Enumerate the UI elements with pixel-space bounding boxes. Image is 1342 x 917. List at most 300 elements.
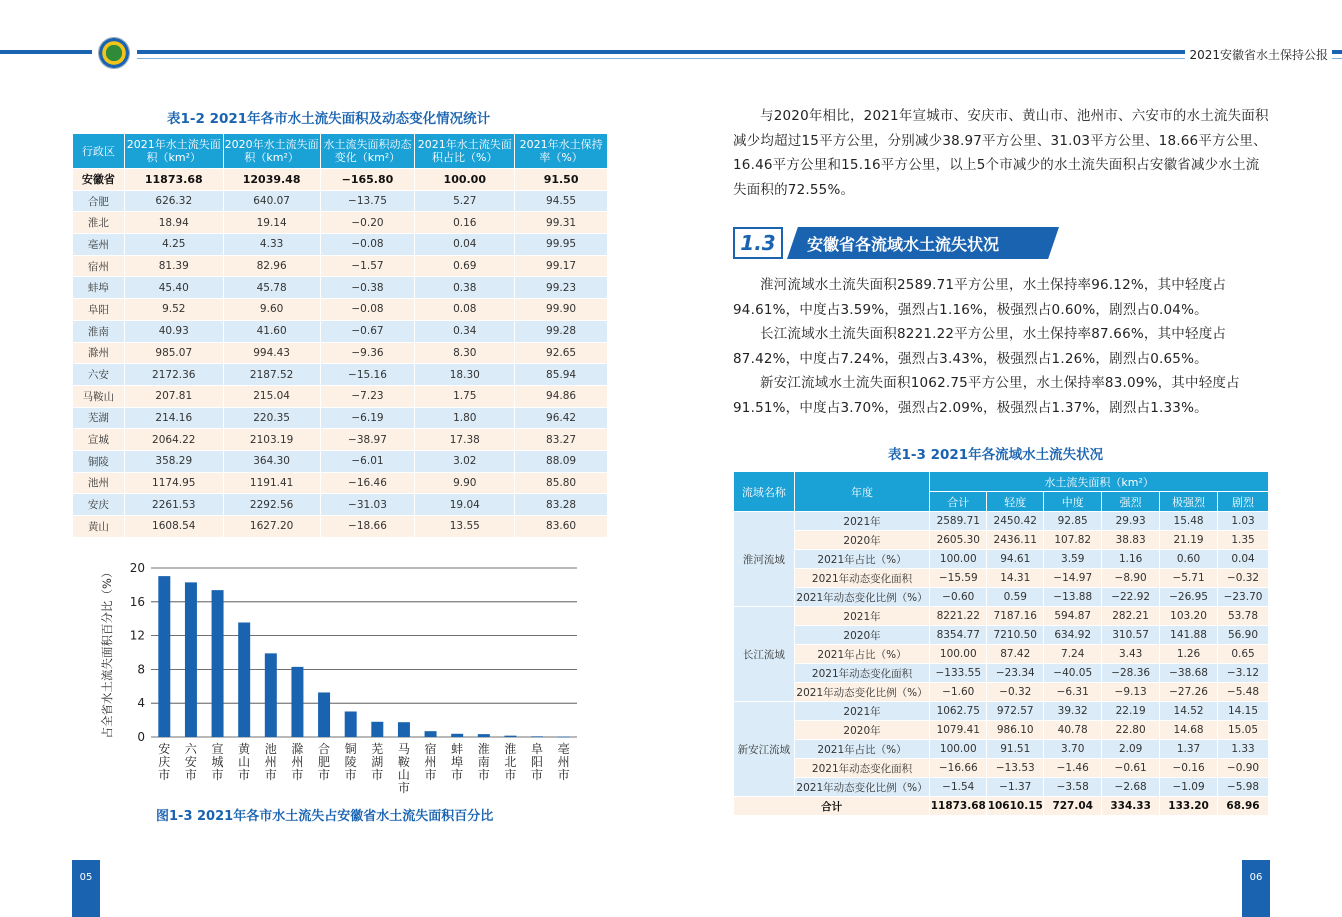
table-cell: 2021年动态变化比例（%） bbox=[794, 588, 930, 607]
table-row bbox=[73, 299, 608, 321]
table-subheader: 强烈 bbox=[1102, 492, 1160, 512]
table-row bbox=[73, 190, 608, 212]
y-tick-label: 16 bbox=[129, 594, 145, 609]
table-cell: 40.78 bbox=[1044, 721, 1102, 740]
bar bbox=[558, 737, 570, 738]
table-cell: 19.04 bbox=[415, 494, 515, 516]
table-row bbox=[73, 472, 608, 494]
bar bbox=[158, 576, 170, 737]
table-cell: 45.40 bbox=[124, 277, 223, 299]
table-cell: 207.81 bbox=[124, 385, 223, 407]
x-tick-label: 淮南市 bbox=[477, 742, 490, 782]
table-cell: 99.17 bbox=[515, 255, 608, 277]
table-row bbox=[73, 234, 608, 256]
table-cell: −2.68 bbox=[1102, 778, 1160, 797]
table-cell: 0.38 bbox=[415, 277, 515, 299]
table-row bbox=[73, 342, 608, 364]
table-cell: 14.68 bbox=[1160, 721, 1218, 740]
table-cell: −5.98 bbox=[1218, 778, 1269, 797]
table-cell: 淮北 bbox=[73, 212, 125, 234]
bar bbox=[185, 582, 197, 737]
table-1-2 bbox=[72, 133, 608, 538]
table-cell: 0.16 bbox=[415, 212, 515, 234]
table-header: 流域名称 bbox=[734, 472, 795, 512]
table-header: 2021年水土保持率（%） bbox=[515, 134, 608, 169]
table-cell: 100.00 bbox=[415, 169, 515, 191]
table-row bbox=[734, 531, 1269, 550]
table-cell: −3.12 bbox=[1218, 664, 1269, 683]
table-cell: 11873.68 bbox=[124, 169, 223, 191]
table-cell: 1.26 bbox=[1160, 645, 1218, 664]
table-cell: 17.38 bbox=[415, 429, 515, 451]
table-row-total bbox=[73, 169, 608, 191]
bar bbox=[371, 722, 383, 737]
table-cell: 7210.50 bbox=[987, 626, 1044, 645]
table-cell: 宣城 bbox=[73, 429, 125, 451]
header-bar-right bbox=[137, 50, 1342, 54]
x-tick-label: 黄山市 bbox=[238, 742, 251, 782]
page-number-right: 06 bbox=[1242, 860, 1270, 917]
basin-name-cell: 新安江流域 bbox=[734, 702, 795, 797]
table-cell: 2021年动态变化面积 bbox=[794, 759, 930, 778]
table-cell: 94.86 bbox=[515, 385, 608, 407]
table-cell: −0.08 bbox=[320, 234, 415, 256]
table-cell: 107.82 bbox=[1044, 531, 1102, 550]
table-cell: 1608.54 bbox=[124, 516, 223, 538]
table-cell: −23.70 bbox=[1218, 588, 1269, 607]
table-cell: 2605.30 bbox=[930, 531, 987, 550]
table-cell: 100.00 bbox=[930, 740, 987, 759]
table-cell: 15.05 bbox=[1218, 721, 1269, 740]
table-row bbox=[73, 320, 608, 342]
table-cell: 马鞍山 bbox=[73, 385, 125, 407]
y-axis-label: 占全省水土流失面积百分比（%） bbox=[100, 566, 114, 739]
table-cell: 1174.95 bbox=[124, 472, 223, 494]
table-cell: −22.92 bbox=[1102, 588, 1160, 607]
table-1-2-body bbox=[73, 169, 608, 538]
table-row bbox=[734, 588, 1269, 607]
table-cell: −5.48 bbox=[1218, 683, 1269, 702]
table-cell: 13.55 bbox=[415, 516, 515, 538]
table-row bbox=[734, 512, 1269, 531]
table-cell: 83.60 bbox=[515, 516, 608, 538]
table-row bbox=[734, 626, 1269, 645]
table-row-total bbox=[734, 797, 1269, 816]
table-cell: 41.60 bbox=[223, 320, 320, 342]
table-cell: −38.97 bbox=[320, 429, 415, 451]
x-tick-label: 六安市 bbox=[184, 742, 197, 782]
table-cell: 3.02 bbox=[415, 450, 515, 472]
table-cell: 2021年占比（%） bbox=[794, 550, 930, 569]
x-tick-label: 淮北市 bbox=[504, 742, 517, 782]
basin-name-cell: 淮河流域 bbox=[734, 512, 795, 607]
table-cell: 85.80 bbox=[515, 472, 608, 494]
table-row bbox=[734, 607, 1269, 626]
section-number: 1.3 bbox=[733, 227, 783, 259]
table-header: 水土流失面积（km²） bbox=[930, 472, 1269, 492]
table-cell: 0.04 bbox=[1218, 550, 1269, 569]
table-row bbox=[73, 277, 608, 299]
table-cell: 8.30 bbox=[415, 342, 515, 364]
table-row bbox=[734, 721, 1269, 740]
table-row bbox=[73, 255, 608, 277]
table-cell: 六安 bbox=[73, 364, 125, 386]
table-cell: 29.93 bbox=[1102, 512, 1160, 531]
table-cell: 133.20 bbox=[1160, 797, 1218, 816]
table-row bbox=[734, 683, 1269, 702]
table-cell: −6.01 bbox=[320, 450, 415, 472]
soil-conservation-logo bbox=[98, 37, 130, 69]
table-cell: 18.30 bbox=[415, 364, 515, 386]
table-cell: 99.28 bbox=[515, 320, 608, 342]
table-cell: −6.31 bbox=[1044, 683, 1102, 702]
table-row bbox=[734, 550, 1269, 569]
table-cell: 986.10 bbox=[987, 721, 1044, 740]
table-cell: 安徽省 bbox=[73, 169, 125, 191]
table-cell: 141.88 bbox=[1160, 626, 1218, 645]
table-cell: 92.65 bbox=[515, 342, 608, 364]
table-cell: 9.60 bbox=[223, 299, 320, 321]
table-cell: −13.88 bbox=[1044, 588, 1102, 607]
table-cell: 21.19 bbox=[1160, 531, 1218, 550]
table-cell: −8.90 bbox=[1102, 569, 1160, 588]
table-row bbox=[73, 429, 608, 451]
table-row bbox=[734, 740, 1269, 759]
table-cell: 2021年占比（%） bbox=[794, 740, 930, 759]
table-cell: −0.90 bbox=[1218, 759, 1269, 778]
table-cell: 2436.11 bbox=[987, 531, 1044, 550]
table-cell: 0.08 bbox=[415, 299, 515, 321]
table-cell: 53.78 bbox=[1218, 607, 1269, 626]
table-cell: 滁州 bbox=[73, 342, 125, 364]
table-1-3-title: 表1-3 2021年各流域水土流失状况 bbox=[888, 447, 1104, 463]
table-cell: 10610.15 bbox=[987, 797, 1044, 816]
table-cell: 2103.19 bbox=[223, 429, 320, 451]
table-cell: 358.29 bbox=[124, 450, 223, 472]
table-cell: 68.96 bbox=[1218, 797, 1269, 816]
table-cell: −14.97 bbox=[1044, 569, 1102, 588]
table-cell: −0.32 bbox=[1218, 569, 1269, 588]
table-header: 2021年水土流失面积占比（%） bbox=[415, 134, 515, 169]
table-cell: 2020年 bbox=[794, 531, 930, 550]
table-cell: −7.23 bbox=[320, 385, 415, 407]
table-cell: 2589.71 bbox=[930, 512, 987, 531]
table-cell: 87.42 bbox=[987, 645, 1044, 664]
x-tick-label: 池州市 bbox=[264, 742, 277, 782]
table-row bbox=[734, 778, 1269, 797]
table-cell: 626.32 bbox=[124, 190, 223, 212]
paragraph-xinanjiang: 新安江流域水土流失面积1062.75平方公里，水土保持率83.09%，其中轻度占91.51%，中度占3.70%，强烈占2.09%，极强烈占1.37%，剧烈占1.33%。 bbox=[733, 375, 1240, 416]
table-cell: 11873.68 bbox=[930, 797, 987, 816]
figure-1-3-title: 图1-3 2021年各市水土流失占安徽省水土流失面积百分比 bbox=[156, 809, 494, 824]
table-cell: 15.48 bbox=[1160, 512, 1218, 531]
table-cell: 3.70 bbox=[1044, 740, 1102, 759]
table-cell: 0.69 bbox=[415, 255, 515, 277]
table-cell: −1.46 bbox=[1044, 759, 1102, 778]
table-subheader: 极强烈 bbox=[1160, 492, 1218, 512]
table-cell: 2450.42 bbox=[987, 512, 1044, 531]
table-cell: 2064.22 bbox=[124, 429, 223, 451]
bar bbox=[398, 722, 410, 737]
x-tick-label: 蚌埠市 bbox=[451, 742, 464, 782]
table-row bbox=[734, 645, 1269, 664]
table-cell: 727.04 bbox=[1044, 797, 1102, 816]
table-cell: 1.33 bbox=[1218, 740, 1269, 759]
table-cell: 12039.48 bbox=[223, 169, 320, 191]
table-cell: 2021年 bbox=[794, 512, 930, 531]
table-cell: 94.55 bbox=[515, 190, 608, 212]
x-tick-label: 亳州市 bbox=[557, 742, 570, 782]
x-tick-label: 安庆市 bbox=[158, 742, 171, 782]
table-cell: 100.00 bbox=[930, 550, 987, 569]
table-cell: −1.60 bbox=[930, 683, 987, 702]
table-cell: 91.50 bbox=[515, 169, 608, 191]
table-cell: −165.80 bbox=[320, 169, 415, 191]
x-tick-label: 铜陵市 bbox=[344, 742, 357, 782]
table-header: 水土流失面积动态变化（km²） bbox=[320, 134, 415, 169]
table-cell: −9.13 bbox=[1102, 683, 1160, 702]
table-cell: 99.90 bbox=[515, 299, 608, 321]
table-cell: 9.90 bbox=[415, 472, 515, 494]
table-cell: −0.08 bbox=[320, 299, 415, 321]
table-cell: 634.92 bbox=[1044, 626, 1102, 645]
table-cell: 972.57 bbox=[987, 702, 1044, 721]
city-share-bar-chart bbox=[95, 556, 595, 806]
table-cell: −3.58 bbox=[1044, 778, 1102, 797]
table-cell: −16.66 bbox=[930, 759, 987, 778]
table-cell: 3.59 bbox=[1044, 550, 1102, 569]
table-cell: 7.24 bbox=[1044, 645, 1102, 664]
table-cell: 282.21 bbox=[1102, 607, 1160, 626]
table-row bbox=[734, 664, 1269, 683]
table-cell: 5.27 bbox=[415, 190, 515, 212]
x-tick-label: 宿州市 bbox=[424, 742, 437, 782]
table-row bbox=[73, 494, 608, 516]
table-cell: −0.67 bbox=[320, 320, 415, 342]
table-cell: 88.09 bbox=[515, 450, 608, 472]
table-cell: 4.33 bbox=[223, 234, 320, 256]
bar bbox=[291, 667, 303, 737]
table-cell: 2261.53 bbox=[124, 494, 223, 516]
bar bbox=[345, 711, 357, 737]
table-header: 2021年水土流失面积（km²） bbox=[124, 134, 223, 169]
table-cell: 215.04 bbox=[223, 385, 320, 407]
table-cell: 1.75 bbox=[415, 385, 515, 407]
table-cell: 82.96 bbox=[223, 255, 320, 277]
table-cell: −0.60 bbox=[930, 588, 987, 607]
table-cell: −1.37 bbox=[987, 778, 1044, 797]
table-cell: 220.35 bbox=[223, 407, 320, 429]
table-cell: 94.61 bbox=[987, 550, 1044, 569]
table-cell: 0.60 bbox=[1160, 550, 1218, 569]
table-row bbox=[734, 702, 1269, 721]
paragraph-changjiang: 长江流域水土流失面积8221.22平方公里，水土保持率87.66%，其中轻度占87.42%，中度占7.24%，强烈占3.43%，极强烈占1.26%，剧烈占0.65%。 bbox=[733, 326, 1227, 367]
table-cell: 8354.77 bbox=[930, 626, 987, 645]
x-tick-label: 芜湖市 bbox=[371, 742, 384, 782]
table-cell: 45.78 bbox=[223, 277, 320, 299]
table-cell: −0.38 bbox=[320, 277, 415, 299]
table-cell: 芜湖 bbox=[73, 407, 125, 429]
table-row bbox=[734, 759, 1269, 778]
table-cell: 19.14 bbox=[223, 212, 320, 234]
table-cell: −15.59 bbox=[930, 569, 987, 588]
section-title: 安徽省各流域水土流失状况 bbox=[807, 235, 1000, 254]
table-cell: 2021年动态变化比例（%） bbox=[794, 683, 930, 702]
table-cell: 2021年 bbox=[794, 607, 930, 626]
table-cell: 14.52 bbox=[1160, 702, 1218, 721]
header-bar-left bbox=[0, 50, 92, 54]
table-cell: 1.37 bbox=[1160, 740, 1218, 759]
table-cell: −28.36 bbox=[1102, 664, 1160, 683]
bar bbox=[478, 734, 490, 737]
table-cell: −13.53 bbox=[987, 759, 1044, 778]
table-cell: 640.07 bbox=[223, 190, 320, 212]
report-title: 2021安徽省水土保持公报 bbox=[1185, 46, 1332, 63]
bar bbox=[531, 736, 543, 737]
table-cell: 38.83 bbox=[1102, 531, 1160, 550]
table-cell: −16.46 bbox=[320, 472, 415, 494]
table-cell: 1062.75 bbox=[930, 702, 987, 721]
page-number-left: 05 bbox=[72, 860, 100, 917]
table-cell: −5.71 bbox=[1160, 569, 1218, 588]
table-cell: 铜陵 bbox=[73, 450, 125, 472]
basin-name-cell: 长江流域 bbox=[734, 607, 795, 702]
table-cell: 214.16 bbox=[124, 407, 223, 429]
table-cell: −1.54 bbox=[930, 778, 987, 797]
y-tick-label: 20 bbox=[129, 561, 145, 575]
bar bbox=[238, 623, 250, 737]
paragraph-huaihe: 淮河流域水土流失面积2589.71平方公里，水土保持率96.12%，其中轻度占94.61%，中度占3.59%，强烈占1.16%，极强烈占0.60%，剧烈占0.04%。 bbox=[733, 277, 1227, 318]
table-cell: 0.65 bbox=[1218, 645, 1269, 664]
table-row bbox=[73, 364, 608, 386]
bar bbox=[504, 736, 516, 737]
table-cell: 99.31 bbox=[515, 212, 608, 234]
table-cell: 9.52 bbox=[124, 299, 223, 321]
table-cell: −13.75 bbox=[320, 190, 415, 212]
table-cell: −26.95 bbox=[1160, 588, 1218, 607]
table-cell: 2021年 bbox=[794, 702, 930, 721]
table-cell: 8221.22 bbox=[930, 607, 987, 626]
table-cell: 92.85 bbox=[1044, 512, 1102, 531]
table-cell: −1.57 bbox=[320, 255, 415, 277]
table-row bbox=[734, 569, 1269, 588]
table-cell: −0.16 bbox=[1160, 759, 1218, 778]
table-cell: 2020年 bbox=[794, 721, 930, 740]
table-cell: −1.09 bbox=[1160, 778, 1218, 797]
table-cell: 2021年占比（%） bbox=[794, 645, 930, 664]
y-tick-label: 4 bbox=[137, 696, 145, 711]
table-cell: −0.32 bbox=[987, 683, 1044, 702]
y-tick-label: 0 bbox=[137, 730, 145, 744]
table-cell: 7187.16 bbox=[987, 607, 1044, 626]
table-cell: 364.30 bbox=[223, 450, 320, 472]
table-cell: 4.25 bbox=[124, 234, 223, 256]
table-cell: −0.20 bbox=[320, 212, 415, 234]
bar bbox=[212, 590, 224, 737]
table-cell: 103.20 bbox=[1160, 607, 1218, 626]
table-cell: −23.34 bbox=[987, 664, 1044, 683]
table-cell: 85.94 bbox=[515, 364, 608, 386]
table-cell: 3.43 bbox=[1102, 645, 1160, 664]
table-subheader: 合计 bbox=[930, 492, 987, 512]
table-cell: 96.42 bbox=[515, 407, 608, 429]
y-tick-label: 8 bbox=[137, 662, 145, 677]
table-cell: 淮南 bbox=[73, 320, 125, 342]
table-cell: 310.57 bbox=[1102, 626, 1160, 645]
table-cell: 22.19 bbox=[1102, 702, 1160, 721]
table-row bbox=[73, 212, 608, 234]
table-cell: −9.36 bbox=[320, 342, 415, 364]
table-cell: 40.93 bbox=[124, 320, 223, 342]
table-cell: 黄山 bbox=[73, 516, 125, 538]
table-cell: 1627.20 bbox=[223, 516, 320, 538]
table-cell: −0.61 bbox=[1102, 759, 1160, 778]
table-cell: 2021年动态变化比例（%） bbox=[794, 778, 930, 797]
table-1-2-title: 表1-2 2021年各市水土流失面积及动态变化情况统计 bbox=[167, 111, 491, 127]
table-cell: −27.26 bbox=[1160, 683, 1218, 702]
table-cell: 1.16 bbox=[1102, 550, 1160, 569]
table-cell: 99.23 bbox=[515, 277, 608, 299]
table-cell: 阜阳 bbox=[73, 299, 125, 321]
table-cell: 1.35 bbox=[1218, 531, 1269, 550]
table-cell: 合肥 bbox=[73, 190, 125, 212]
table-cell: −15.16 bbox=[320, 364, 415, 386]
table-header: 年度 bbox=[794, 472, 930, 512]
table-cell: 0.04 bbox=[415, 234, 515, 256]
table-cell: 2021年动态变化面积 bbox=[794, 664, 930, 683]
paragraph-change-summary: 与2020年相比，2021年宣城市、安庆市、黄山市、池州市、六安市的水土流失面积减少均超过15平方公里，分别减少38.97平方公里、31.03平方公里、18.66平方公里、16.46平方公里和15.16平方公里，以上5个市减少的水土流失面积占安徽省减少水土流失面积的72.55%。 bbox=[733, 108, 1269, 198]
table-subheader: 中度 bbox=[1044, 492, 1102, 512]
bar bbox=[318, 692, 330, 737]
table-cell: 2.09 bbox=[1102, 740, 1160, 759]
table-cell: −40.05 bbox=[1044, 664, 1102, 683]
table-cell: 99.95 bbox=[515, 234, 608, 256]
table-cell: −38.68 bbox=[1160, 664, 1218, 683]
table-cell: 1.80 bbox=[415, 407, 515, 429]
table-cell: 14.15 bbox=[1218, 702, 1269, 721]
table-cell: 1191.41 bbox=[223, 472, 320, 494]
table-cell: −31.03 bbox=[320, 494, 415, 516]
table-cell: 91.51 bbox=[987, 740, 1044, 759]
table-cell: 18.94 bbox=[124, 212, 223, 234]
table-cell: 594.87 bbox=[1044, 607, 1102, 626]
x-tick-label: 宣城市 bbox=[211, 742, 224, 782]
table-cell: −6.19 bbox=[320, 407, 415, 429]
table-row bbox=[73, 450, 608, 472]
table-cell: −133.55 bbox=[930, 664, 987, 683]
table-cell: 1.03 bbox=[1218, 512, 1269, 531]
table-header: 2020年水土流失面积（km²） bbox=[223, 134, 320, 169]
table-cell: 994.43 bbox=[223, 342, 320, 364]
table-cell: −18.66 bbox=[320, 516, 415, 538]
table-cell: 安庆 bbox=[73, 494, 125, 516]
x-tick-label: 合肥市 bbox=[318, 742, 331, 782]
table-row bbox=[73, 385, 608, 407]
x-tick-label: 阜阳市 bbox=[531, 742, 544, 782]
table-cell: 39.32 bbox=[1044, 702, 1102, 721]
table-cell: 1079.41 bbox=[930, 721, 987, 740]
table-cell: 83.27 bbox=[515, 429, 608, 451]
table-cell: 22.80 bbox=[1102, 721, 1160, 740]
table-subheader: 轻度 bbox=[987, 492, 1044, 512]
x-tick-label: 马鞍山市 bbox=[397, 742, 410, 795]
table-cell: 0.34 bbox=[415, 320, 515, 342]
table-cell: 81.39 bbox=[124, 255, 223, 277]
table-1-3-body bbox=[734, 512, 1269, 816]
x-tick-label: 滁州市 bbox=[291, 742, 304, 782]
table-cell: 2292.56 bbox=[223, 494, 320, 516]
table-cell: 100.00 bbox=[930, 645, 987, 664]
